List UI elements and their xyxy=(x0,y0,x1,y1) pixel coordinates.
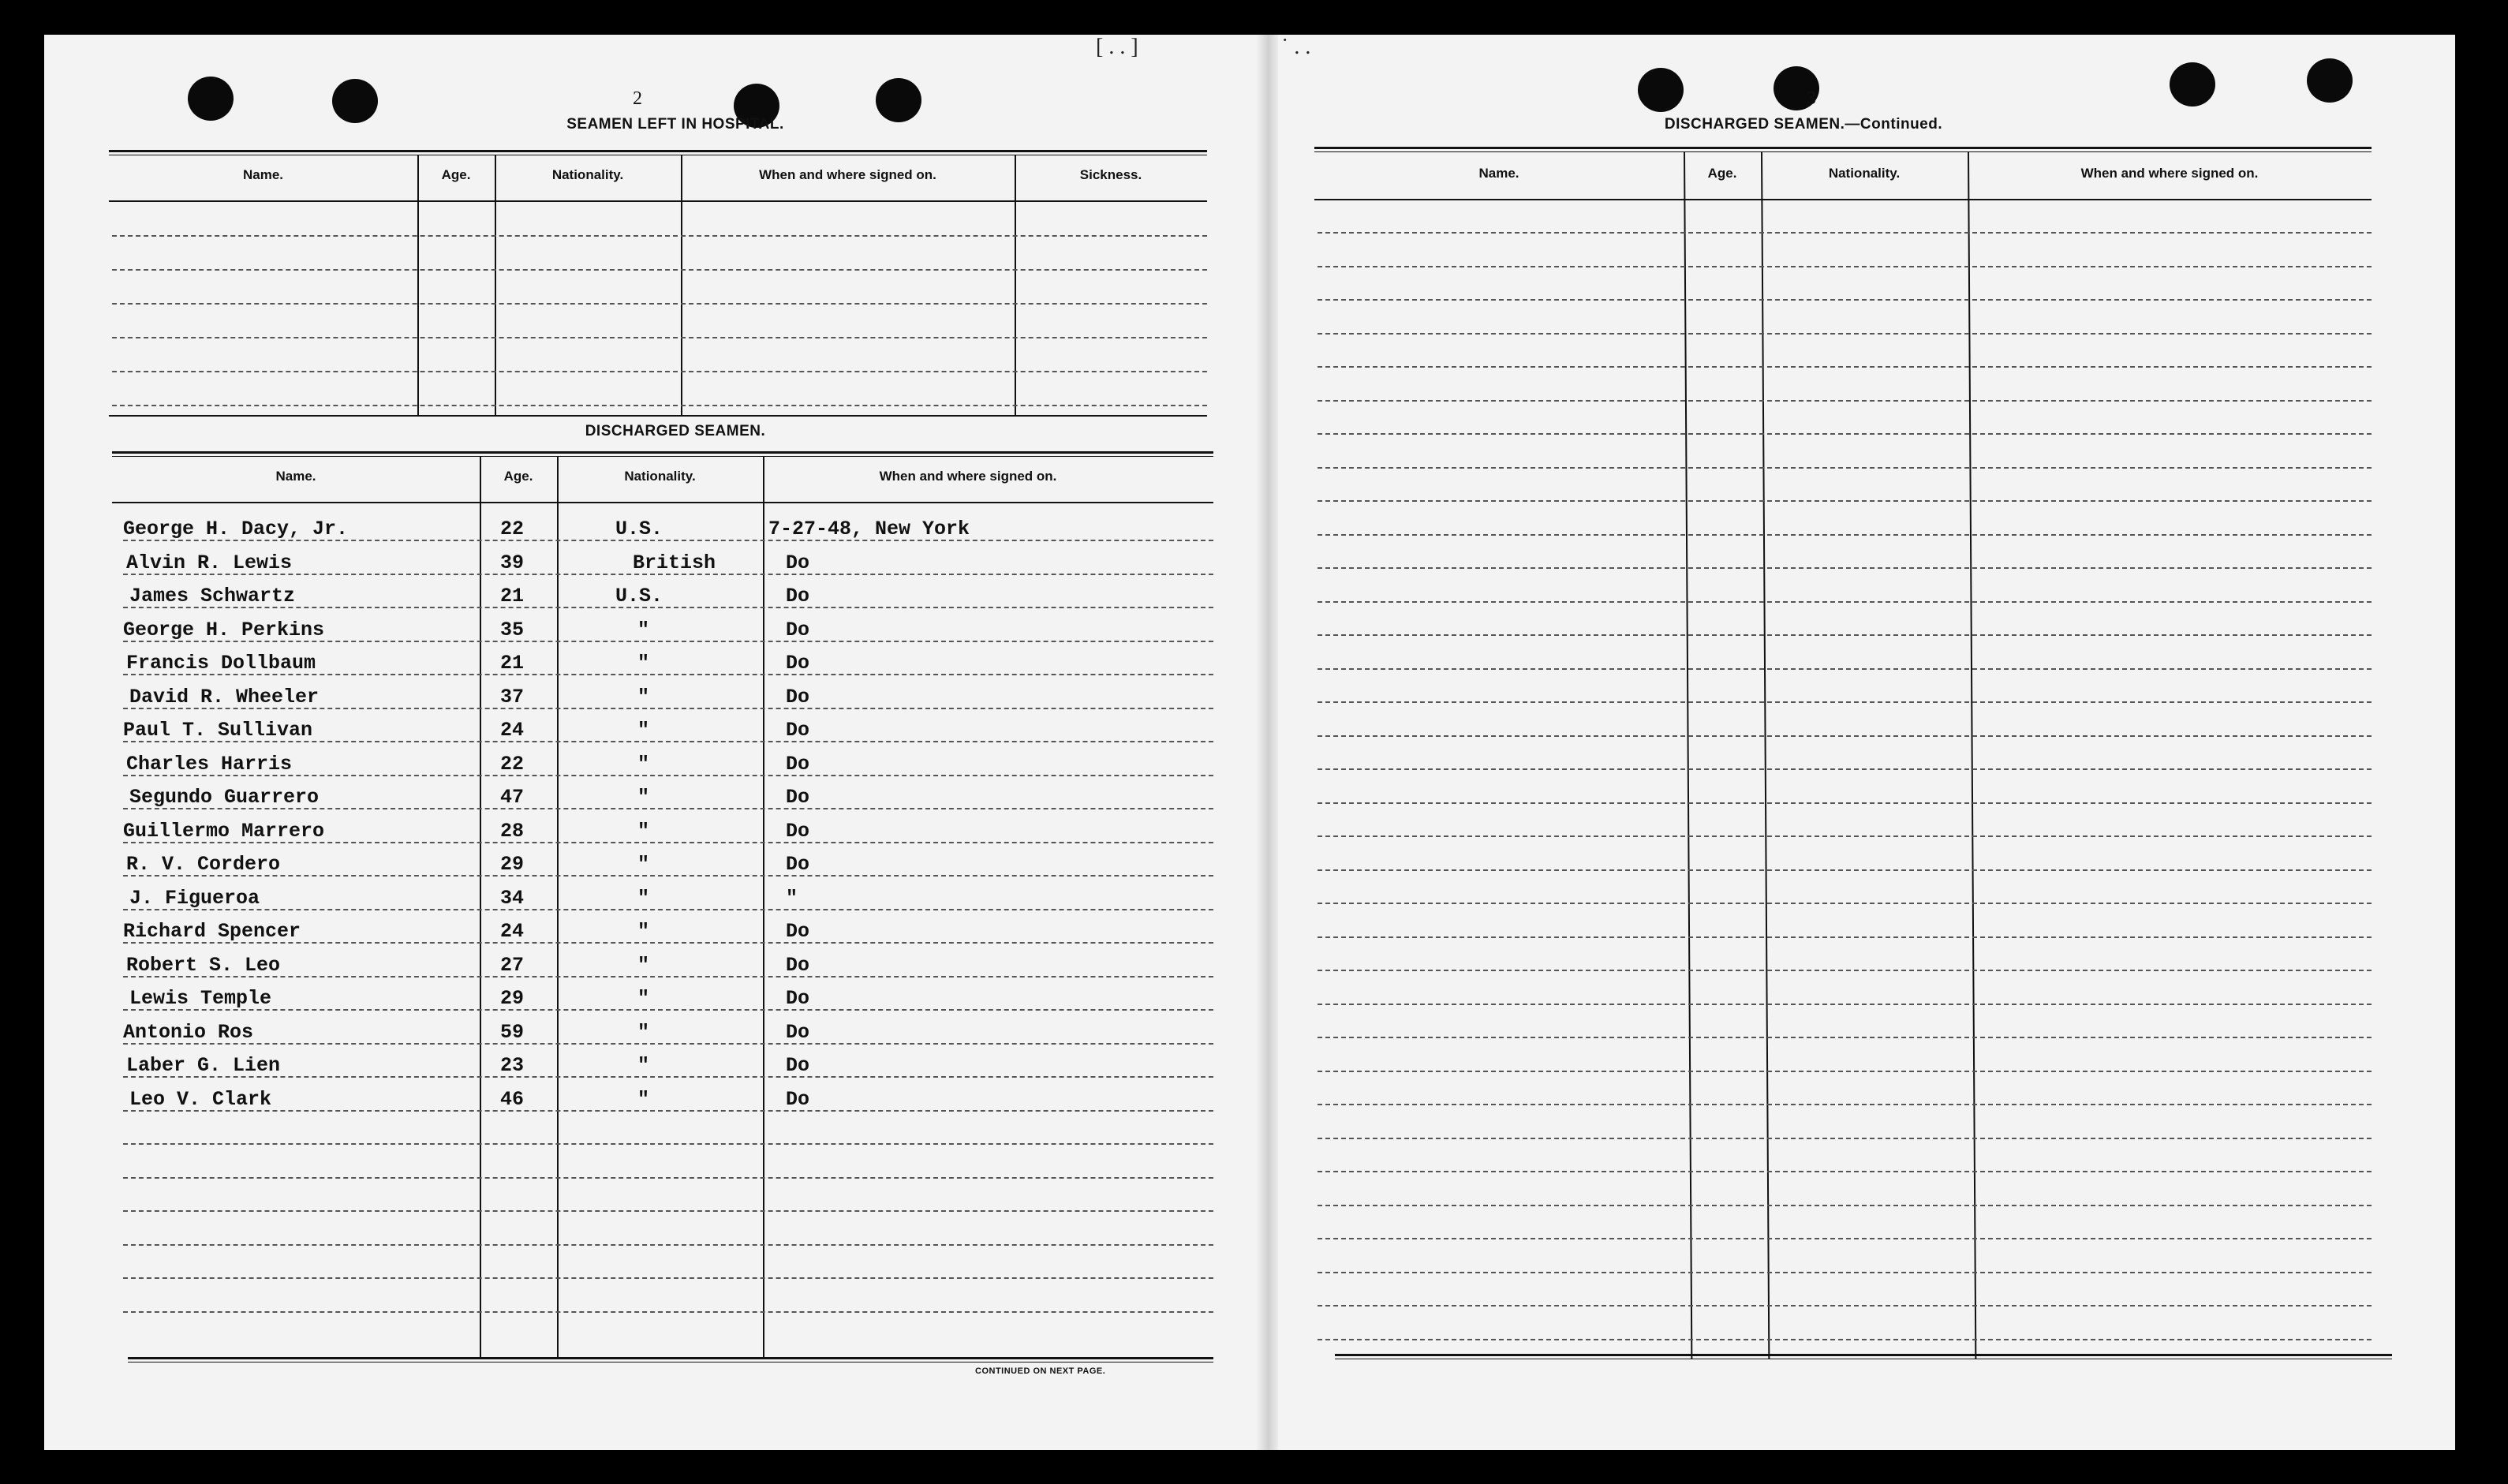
seaman-signed-on: Do xyxy=(786,1087,810,1111)
page-fold xyxy=(1256,35,1278,1450)
seaman-nationality: " xyxy=(637,987,650,1010)
ruled-line xyxy=(123,1311,1213,1313)
discharged-col-age-header: Age. xyxy=(503,469,533,484)
ruled-line xyxy=(1318,601,2372,603)
ruled-line xyxy=(1318,903,2372,904)
ruled-line xyxy=(112,337,1207,338)
ruled-line xyxy=(1318,1238,2372,1239)
seaman-signed-on: Do xyxy=(786,719,810,742)
ruled-line xyxy=(123,1210,1213,1212)
ruled-line xyxy=(1318,567,2372,569)
ruled-line xyxy=(112,269,1207,271)
hospital-section-title: SEAMEN LEFT IN HOSPITAL. xyxy=(566,116,784,133)
page-number: 2 xyxy=(633,88,642,109)
seaman-nationality: " xyxy=(637,652,650,675)
ruled-line xyxy=(1318,1339,2372,1340)
seaman-name: R. V. Cordero xyxy=(126,853,281,876)
ruled-line xyxy=(1318,299,2372,301)
ruled-line xyxy=(1318,1171,2372,1172)
continued-col-name-header: Name. xyxy=(1478,166,1519,181)
seaman-age: 29 xyxy=(500,853,525,876)
top-pencil-mark: [ . . ] xyxy=(1096,35,1138,59)
seaman-name: Laber G. Lien xyxy=(126,1054,281,1077)
seaman-age: 47 xyxy=(500,786,525,809)
seaman-age: 35 xyxy=(500,618,525,641)
ruled-line xyxy=(112,235,1207,237)
seaman-signed-on: Do xyxy=(786,1020,810,1044)
hospital-col-name-header: Name. xyxy=(242,167,284,182)
seaman-name: Richard Spencer xyxy=(123,920,301,943)
ruled-line xyxy=(1318,1037,2372,1038)
ruled-line xyxy=(1318,467,2372,469)
ruled-line xyxy=(123,976,1213,977)
punch-hole xyxy=(2170,62,2215,107)
ruled-line xyxy=(1318,869,2372,871)
seaman-nationality: " xyxy=(637,685,650,708)
ruled-line xyxy=(123,1277,1213,1279)
ruled-line xyxy=(1318,701,2372,703)
ruled-line xyxy=(123,875,1213,877)
seaman-age: 59 xyxy=(500,1020,525,1044)
seaman-nationality: " xyxy=(637,752,650,776)
seaman-name: Lewis Temple xyxy=(129,987,272,1010)
seaman-nationality: " xyxy=(637,853,650,876)
punch-hole xyxy=(188,77,234,121)
ruled-line xyxy=(1318,1071,2372,1072)
seaman-age: 37 xyxy=(500,685,525,708)
ruled-line xyxy=(112,303,1207,305)
ruled-line xyxy=(123,1009,1213,1011)
seaman-nationality: " xyxy=(637,618,650,641)
ruled-line xyxy=(1318,232,2372,234)
ruled-line xyxy=(1318,400,2372,402)
seaman-age: 27 xyxy=(500,953,525,977)
continued-col-age-header: Age. xyxy=(1707,166,1737,181)
seaman-nationality: " xyxy=(637,1087,650,1111)
ruled-line xyxy=(123,1043,1213,1045)
page-number: 3 xyxy=(1807,88,1816,109)
seaman-name: David R. Wheeler xyxy=(129,685,320,708)
punch-hole xyxy=(332,79,378,123)
punch-hole xyxy=(2307,58,2353,103)
seaman-age: 28 xyxy=(500,819,525,843)
seaman-age: 24 xyxy=(500,920,525,943)
ruled-line xyxy=(1318,1305,2372,1306)
discharged-col-nationality-header: Nationality. xyxy=(624,469,696,484)
seaman-nationality: U.S. xyxy=(615,585,663,607)
seaman-nationality: British xyxy=(633,551,716,574)
seaman-nationality: " xyxy=(637,719,650,742)
seaman-nationality: U.S. xyxy=(615,518,663,540)
ruled-line xyxy=(123,1244,1213,1246)
seaman-name: George H. Dacy, Jr. xyxy=(123,518,349,540)
ruled-line xyxy=(1318,668,2372,670)
ruled-line xyxy=(112,371,1207,372)
discharged-section-title: DISCHARGED SEAMEN. xyxy=(585,423,766,439)
seaman-signed-on: Do xyxy=(786,551,810,574)
ruled-line xyxy=(1318,802,2372,804)
seaman-name: James Schwartz xyxy=(129,585,296,607)
seaman-age: 22 xyxy=(500,752,525,776)
continued-footer: CONTINUED ON NEXT PAGE. xyxy=(975,1366,1106,1376)
seaman-age: 24 xyxy=(500,719,525,742)
ruled-line xyxy=(1318,366,2372,368)
ruled-line xyxy=(1318,970,2372,971)
seaman-name: Antonio Ros xyxy=(123,1020,254,1044)
ruled-line xyxy=(112,405,1207,406)
seaman-name: Paul T. Sullivan xyxy=(123,719,313,742)
ruled-line xyxy=(1318,500,2372,502)
seaman-signed-on: " xyxy=(786,886,798,910)
discharged-col-signed-header: When and where signed on. xyxy=(879,469,1057,484)
ruled-line xyxy=(1318,1104,2372,1105)
punch-hole xyxy=(1638,68,1684,112)
ruled-line xyxy=(123,909,1213,910)
seaman-nationality: " xyxy=(637,886,650,910)
top-pencil-mark: ˙ . . xyxy=(1281,35,1311,59)
ruled-line xyxy=(123,1110,1213,1112)
seaman-name: Segundo Guarrero xyxy=(129,786,320,809)
seaman-age: 29 xyxy=(500,987,525,1010)
ruled-line xyxy=(1318,1205,2372,1206)
seaman-signed-on: Do xyxy=(786,585,810,607)
ruled-line xyxy=(1318,1272,2372,1273)
ruled-line xyxy=(1318,534,2372,536)
seaman-nationality: " xyxy=(637,920,650,943)
seaman-age: 21 xyxy=(500,652,525,675)
seaman-signed-on: Do xyxy=(786,853,810,876)
ruled-line xyxy=(1318,1004,2372,1005)
seaman-signed-on: Do xyxy=(786,953,810,977)
seaman-name: Francis Dollbaum xyxy=(126,652,316,675)
ruled-line xyxy=(123,1076,1213,1078)
seaman-name: Robert S. Leo xyxy=(126,953,281,977)
seaman-nationality: " xyxy=(637,786,650,809)
ruled-line xyxy=(1318,936,2372,938)
ruled-line xyxy=(1318,266,2372,267)
hospital-col-nationality-header: Nationality. xyxy=(551,167,624,182)
seaman-nationality: " xyxy=(637,1020,650,1044)
seaman-nationality: " xyxy=(637,819,650,843)
ruled-line xyxy=(1318,333,2372,335)
seaman-name: George H. Perkins xyxy=(123,618,325,641)
seaman-signed-on: 7-27-48, New York xyxy=(768,518,970,540)
seaman-signed-on: Do xyxy=(786,685,810,708)
continued-col-nationality-header: Nationality. xyxy=(1828,166,1901,181)
seaman-age: 46 xyxy=(500,1087,525,1111)
seaman-age: 23 xyxy=(500,1054,525,1077)
ruled-line xyxy=(1318,835,2372,837)
seaman-age: 39 xyxy=(500,551,525,574)
seaman-signed-on: Do xyxy=(786,1054,810,1077)
seaman-age: 34 xyxy=(500,886,525,910)
hospital-col-age-header: Age. xyxy=(441,167,471,182)
seaman-signed-on: Do xyxy=(786,920,810,943)
document-sheet xyxy=(44,35,2455,1450)
seaman-signed-on: Do xyxy=(786,752,810,776)
ruled-line xyxy=(1318,735,2372,737)
seaman-age: 21 xyxy=(500,585,525,607)
seaman-nationality: " xyxy=(637,953,650,977)
seaman-name: Charles Harris xyxy=(126,752,293,776)
seaman-nationality: " xyxy=(637,1054,650,1077)
seaman-name: J. Figueroa xyxy=(129,886,260,910)
ruled-line xyxy=(1318,433,2372,435)
seaman-name: Guillermo Marrero xyxy=(123,819,325,843)
seaman-signed-on: Do xyxy=(786,819,810,843)
seaman-signed-on: Do xyxy=(786,618,810,641)
seaman-name: Alvin R. Lewis xyxy=(126,551,293,574)
ruled-line xyxy=(123,1177,1213,1179)
ruled-line xyxy=(1318,634,2372,636)
hospital-col-signed-header: When and where signed on. xyxy=(759,167,936,182)
hospital-col-sickness-header: Sickness. xyxy=(1079,167,1142,182)
seaman-signed-on: Do xyxy=(786,652,810,675)
discharged-col-name-header: Name. xyxy=(275,469,316,484)
seaman-signed-on: Do xyxy=(786,786,810,809)
continued-col-signed-header: When and where signed on. xyxy=(2080,166,2259,181)
seaman-signed-on: Do xyxy=(786,987,810,1010)
ruled-line xyxy=(1318,768,2372,770)
seaman-name: Leo V. Clark xyxy=(129,1087,272,1111)
ruled-line xyxy=(1318,1138,2372,1139)
seaman-age: 22 xyxy=(500,518,525,540)
discharged-continued-title: DISCHARGED SEAMEN.—Continued. xyxy=(1664,116,1943,133)
ruled-line xyxy=(123,1143,1213,1145)
